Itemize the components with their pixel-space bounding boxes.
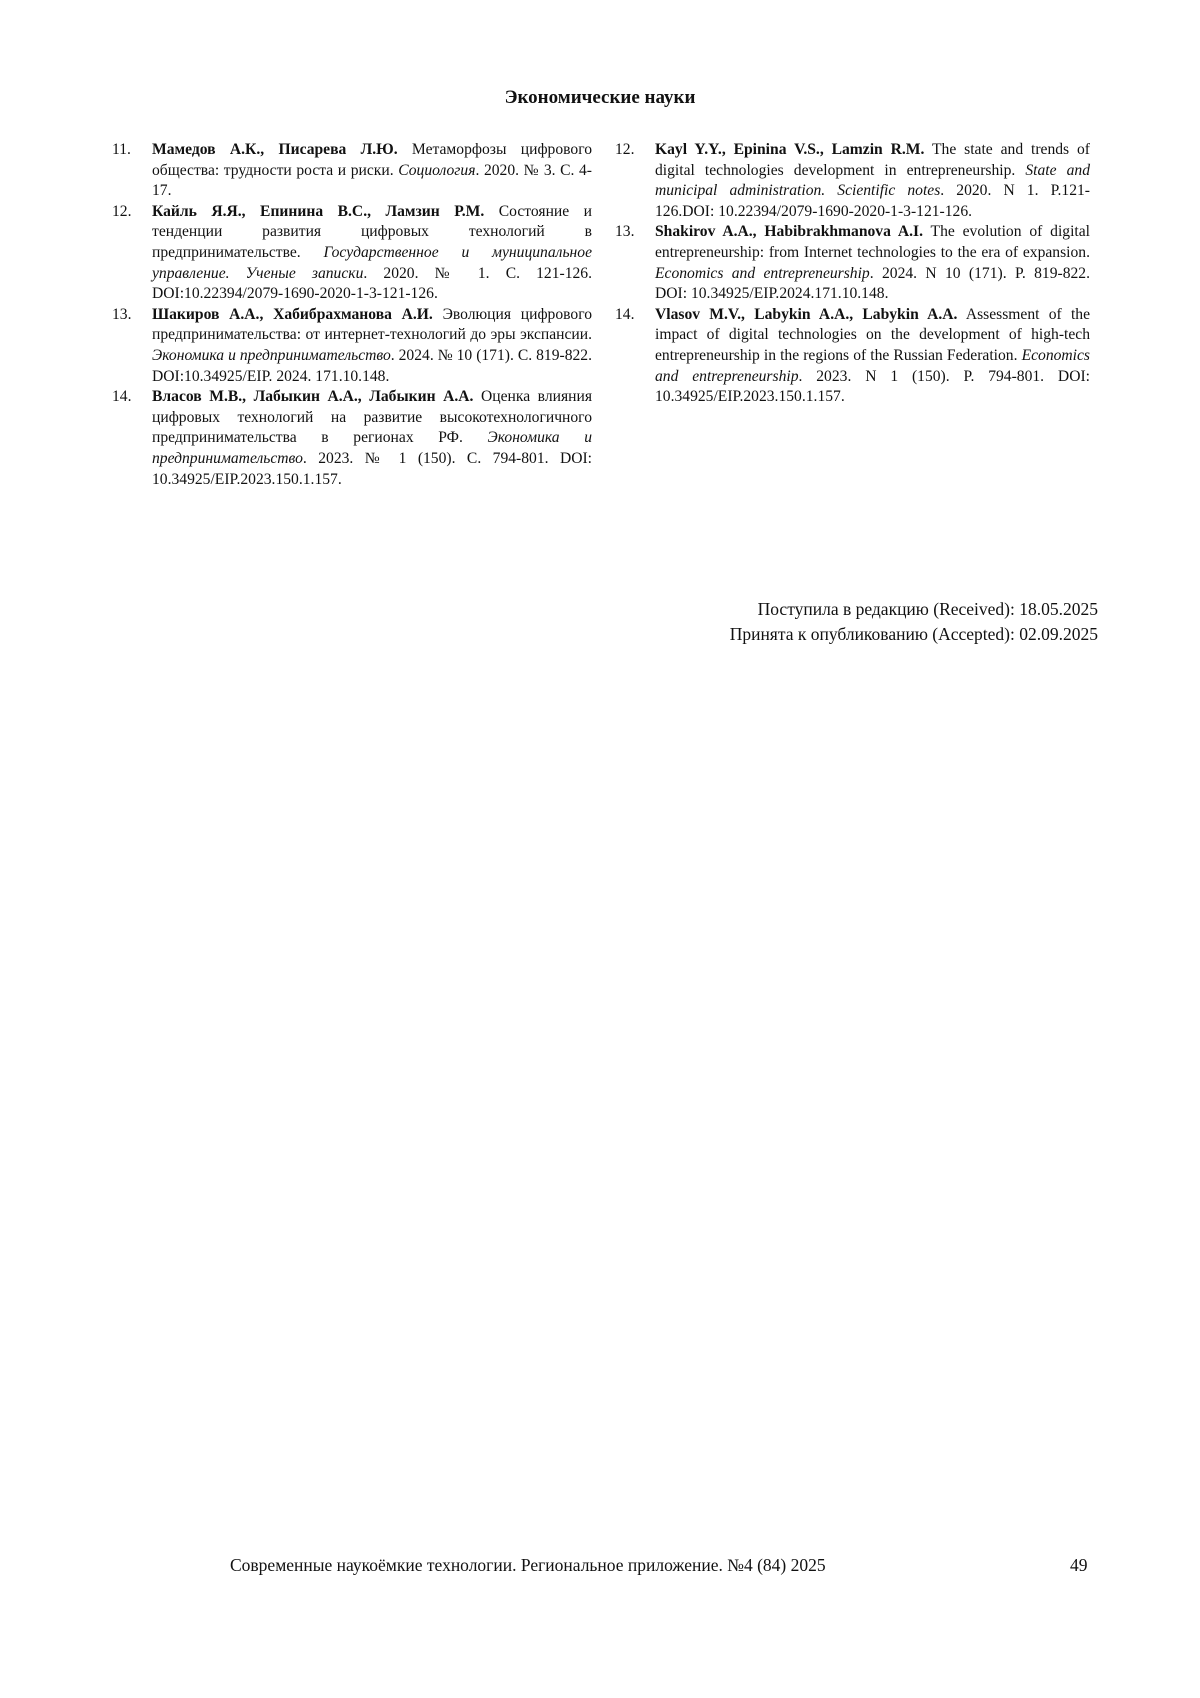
reference-item: [112, 202, 592, 305]
reference-source: Economics and entrepreneurship: [655, 346, 1090, 385]
reference-authors: Кайль Я.Я., Епинина В.С., Ламзин Р.М.: [152, 202, 485, 220]
reference-title: Эволюция цифрового предпринимательства: от интернет-технологий до эры экспансии.: [152, 305, 592, 344]
section-header: Экономические науки: [504, 87, 696, 108]
reference-item: [615, 140, 1090, 222]
reference-title: Assessment of the impact of digital technologies on the development of high-tech entrepreneurship in the regions of the Russian Federation.: [655, 305, 1091, 364]
reference-title: The evolution of digital entrepreneurship: from Internet technologies to the era of expansion.: [655, 223, 1090, 261]
reference-source: Экономика и предпринимательство: [152, 429, 592, 467]
reference-number: 14.: [112, 388, 132, 406]
reference-title: Состояние и тенденции развития цифровых технологий в предпринимательстве.: [152, 202, 593, 261]
journal-footer: Современные наукоёмкие технологии. Региональное приложение. №4 (84) 2025: [230, 1555, 826, 1575]
reference-title: Оценка влияния цифровых технологий на развитие высокотехнологичного предпринимательства в регионах РФ.: [152, 388, 592, 447]
reference-number: 13.: [615, 223, 635, 241]
reference-item: [112, 140, 592, 202]
reference-details: . 2024. N 10 (171). P. 819-822. DOI: 10.34925/EIP.2024.171.10.148.: [655, 264, 1090, 303]
reference-item: [615, 305, 1090, 408]
reference-details: . 2023. N 1 (150). P. 794-801. DOI: 10.34925/EIP.2023.150.1.157.: [655, 367, 1090, 406]
reference-details: . 2020. № 1. С. 121-126. DOI:10.22394/2079-1690-2020-1-3-121-126.: [152, 264, 592, 303]
reference-number: 12.: [112, 202, 132, 220]
received-date: Поступила в редакцию (Received): 18.05.2025: [757, 599, 1098, 619]
reference-source: Economics and entrepreneurship: [655, 264, 870, 282]
reference-authors: Vlasov M.V., Labykin A.A., Labykin A.A.: [655, 305, 958, 323]
accepted-date: Принята к опубликованию (Accepted): 02.09.2025: [729, 624, 1098, 644]
reference-item: [112, 305, 592, 387]
reference-number: 14.: [615, 305, 635, 323]
reference-list-left: [112, 140, 592, 490]
reference-number: 13.: [112, 305, 132, 323]
reference-list-right: [615, 140, 1090, 408]
reference-authors: Власов М.В., Лабыкин А.А., Лабыкин А.А.: [152, 388, 474, 406]
reference-source: Экономика и предпринимательство: [152, 346, 391, 364]
reference-title: The state and trends of digital technologies development in entrepreneurship.: [655, 141, 1090, 179]
reference-authors: Мамедов А.К., Писарева Л.Ю.: [152, 141, 398, 158]
reference-details: . 2024. № 10 (171). С. 819-822. DOI:10.34925/EIP. 2024. 171.10.148.: [152, 346, 592, 385]
reference-source: Государственное и муниципальное управление. Ученые записки: [152, 243, 592, 282]
reference-number: 12.: [615, 141, 635, 158]
reference-item: [615, 222, 1090, 304]
reference-authors: Shakirov A.A., Habibrakhmanova A.I.: [655, 223, 923, 241]
reference-number: 11.: [112, 141, 131, 158]
reference-details: . 2020. № 3. С. 4-17.: [152, 161, 593, 200]
reference-source: State and municipal administration. Scientific notes: [655, 161, 1090, 200]
reference-source: Социология: [398, 161, 476, 179]
reference-title: Метаморфозы цифрового общества: трудности роста и риски.: [152, 141, 592, 179]
reference-details: . 2023. № 1 (150). С. 794-801. DOI: 10.34925/EIP.2023.150.1.157.: [152, 449, 592, 488]
reference-authors: Шакиров А.А., Хабибрахманова А.И.: [152, 305, 433, 323]
page-number: 49: [1070, 1555, 1088, 1575]
submission-dates: [730, 597, 1098, 647]
reference-item: [112, 387, 592, 490]
reference-details: . 2020. N 1. P.121-126.DOI: 10.22394/2079-1690-2020-1-3-121-126.: [655, 182, 1090, 220]
reference-authors: Kayl Y.Y., Epinina V.S., Lamzin R.M.: [655, 141, 925, 158]
